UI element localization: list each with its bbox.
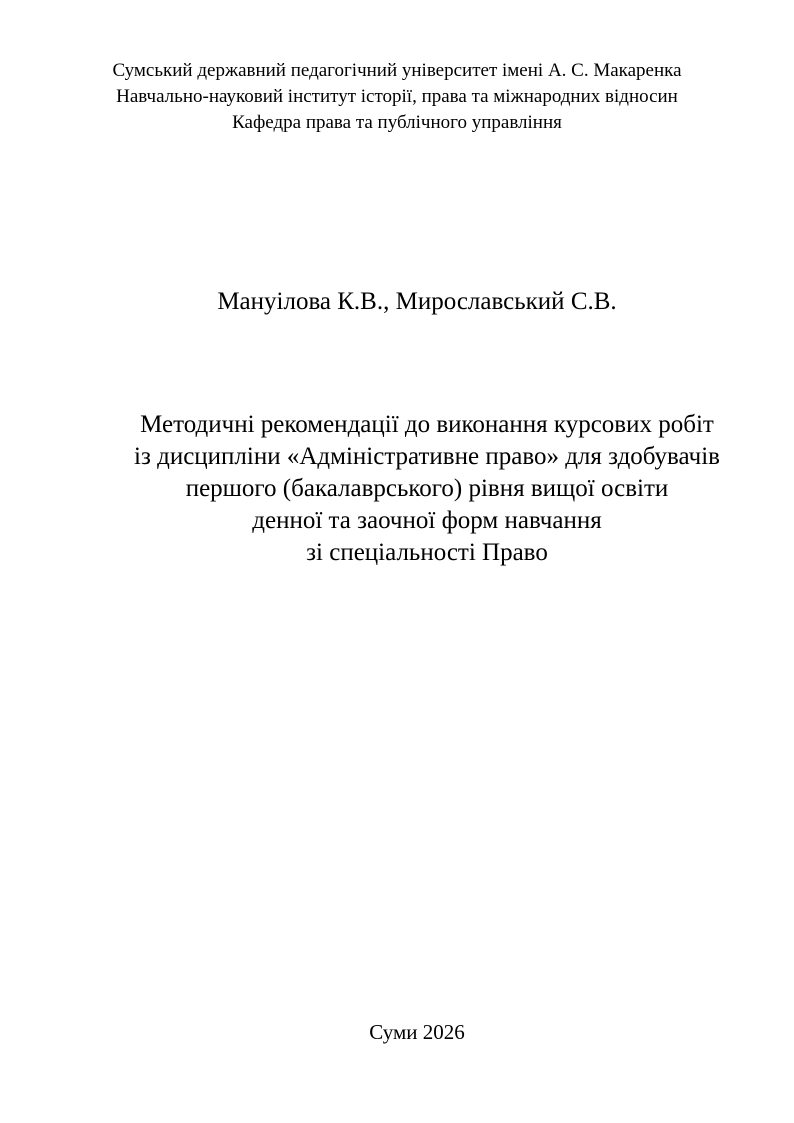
title-line-2: із дисципліни «Адміністративне право» для здобувачів — [134, 443, 720, 470]
city-year: Суми 2026 — [369, 1020, 465, 1044]
title-line-4: денної та заочної форм навчання — [252, 507, 602, 534]
institute-name: Навчально-науковий інститут історії, права та міжнародних відносин — [116, 86, 678, 107]
institution-header — [0, 58, 794, 136]
university-name: Сумський державний педагогічний університет імені А. С. Макаренка — [112, 60, 682, 81]
department-name: Кафедра права та публічного управління — [232, 112, 562, 133]
document-title — [0, 409, 794, 569]
authors: Мануілова К.В., Мирославський С.В. — [217, 288, 617, 315]
title-line-3: першого (бакалаврського) рівня вищої освіти — [185, 475, 669, 502]
title-line-5: зі спеціальності Право — [306, 539, 548, 566]
title-line-1: Методичні рекомендації до виконання курсових робіт — [140, 411, 714, 438]
